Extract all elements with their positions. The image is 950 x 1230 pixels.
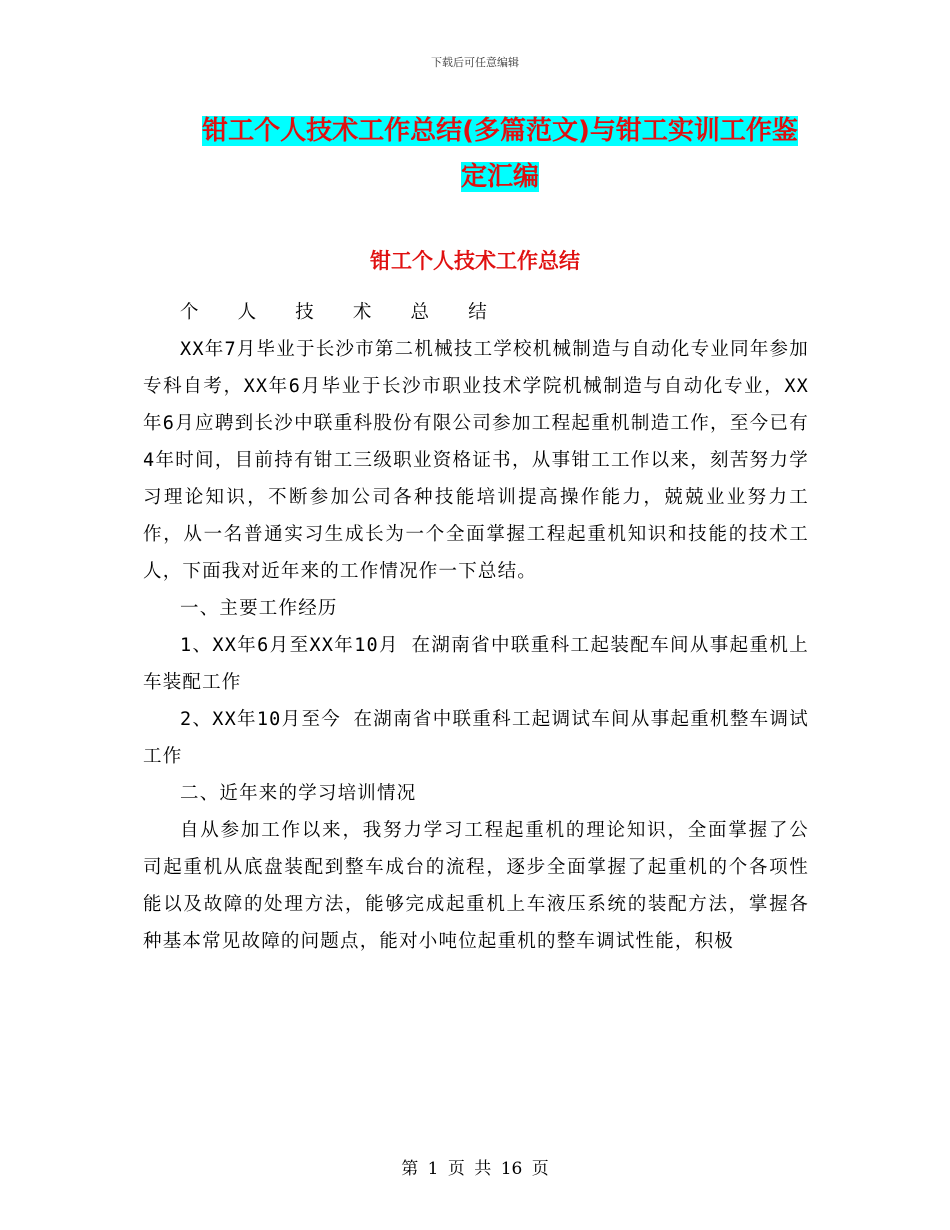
paragraph-heading-training: 二、近年来的学习培训情况 <box>180 783 417 804</box>
paragraph-experience-2: 2、XX年10月至今 在湖南省中联重科工起调试车间从事起重机整车调试工作 <box>143 709 809 767</box>
paragraph-heading-personal-summary: 个 人 技 术 总 结 <box>180 302 501 323</box>
paragraph-heading-work-experience: 一、主要工作经历 <box>180 598 338 619</box>
paragraph-experience-1: 1、XX年6月至XX年10月 在湖南省中联重科工起装配车间从事起重机上车装配工作 <box>143 635 809 693</box>
paragraph-intro: XX年7月毕业于长沙市第二机械技工学校机械制造与自动化专业同年参加专科自考，XX年6月毕业于长沙市职业技术学院机械制造与自动化专业，XX年6月应聘到长沙中联重科股份有限公司参加工程起重机制造工作，至今已有4年时间，目前持有钳工三级职业资格证书，从事钳工工作以来，刻苦努力学习理论知识，不断参加公司各种技能培训提高操作能力，兢兢业业努力工作，从一名普通实习生成长为一个全面掌握工程起重机知识和技能的技术工人，下面我对近年来的工作情况作一下总结。 <box>143 339 809 582</box>
section-title: 钳工个人技术工作总结 <box>370 249 580 273</box>
document-title <box>140 108 860 200</box>
paragraph-training: 自从参加工作以来，我努力学习工程起重机的理论知识，全面掌握了公司起重机从底盘装配到整车成台的流程，逐步全面掌握了起重机的个各项性能以及故障的处理方法，能够完成起重机上车液压系统的装配方法，掌握各种基本常见故障的问题点，能对小吨位起重机的整车调试性能，积极 <box>143 820 809 952</box>
page-footer: 第 1 页 共 16 页 <box>401 1159 549 1179</box>
document-title-line2: 定汇编 <box>460 162 539 192</box>
body-text <box>143 294 809 960</box>
header-note: 下载后可任意编辑 <box>431 56 519 69</box>
document-title-line1: 钳工个人技术工作总结(多篇范文)与钳工实训工作鉴 <box>202 116 798 146</box>
